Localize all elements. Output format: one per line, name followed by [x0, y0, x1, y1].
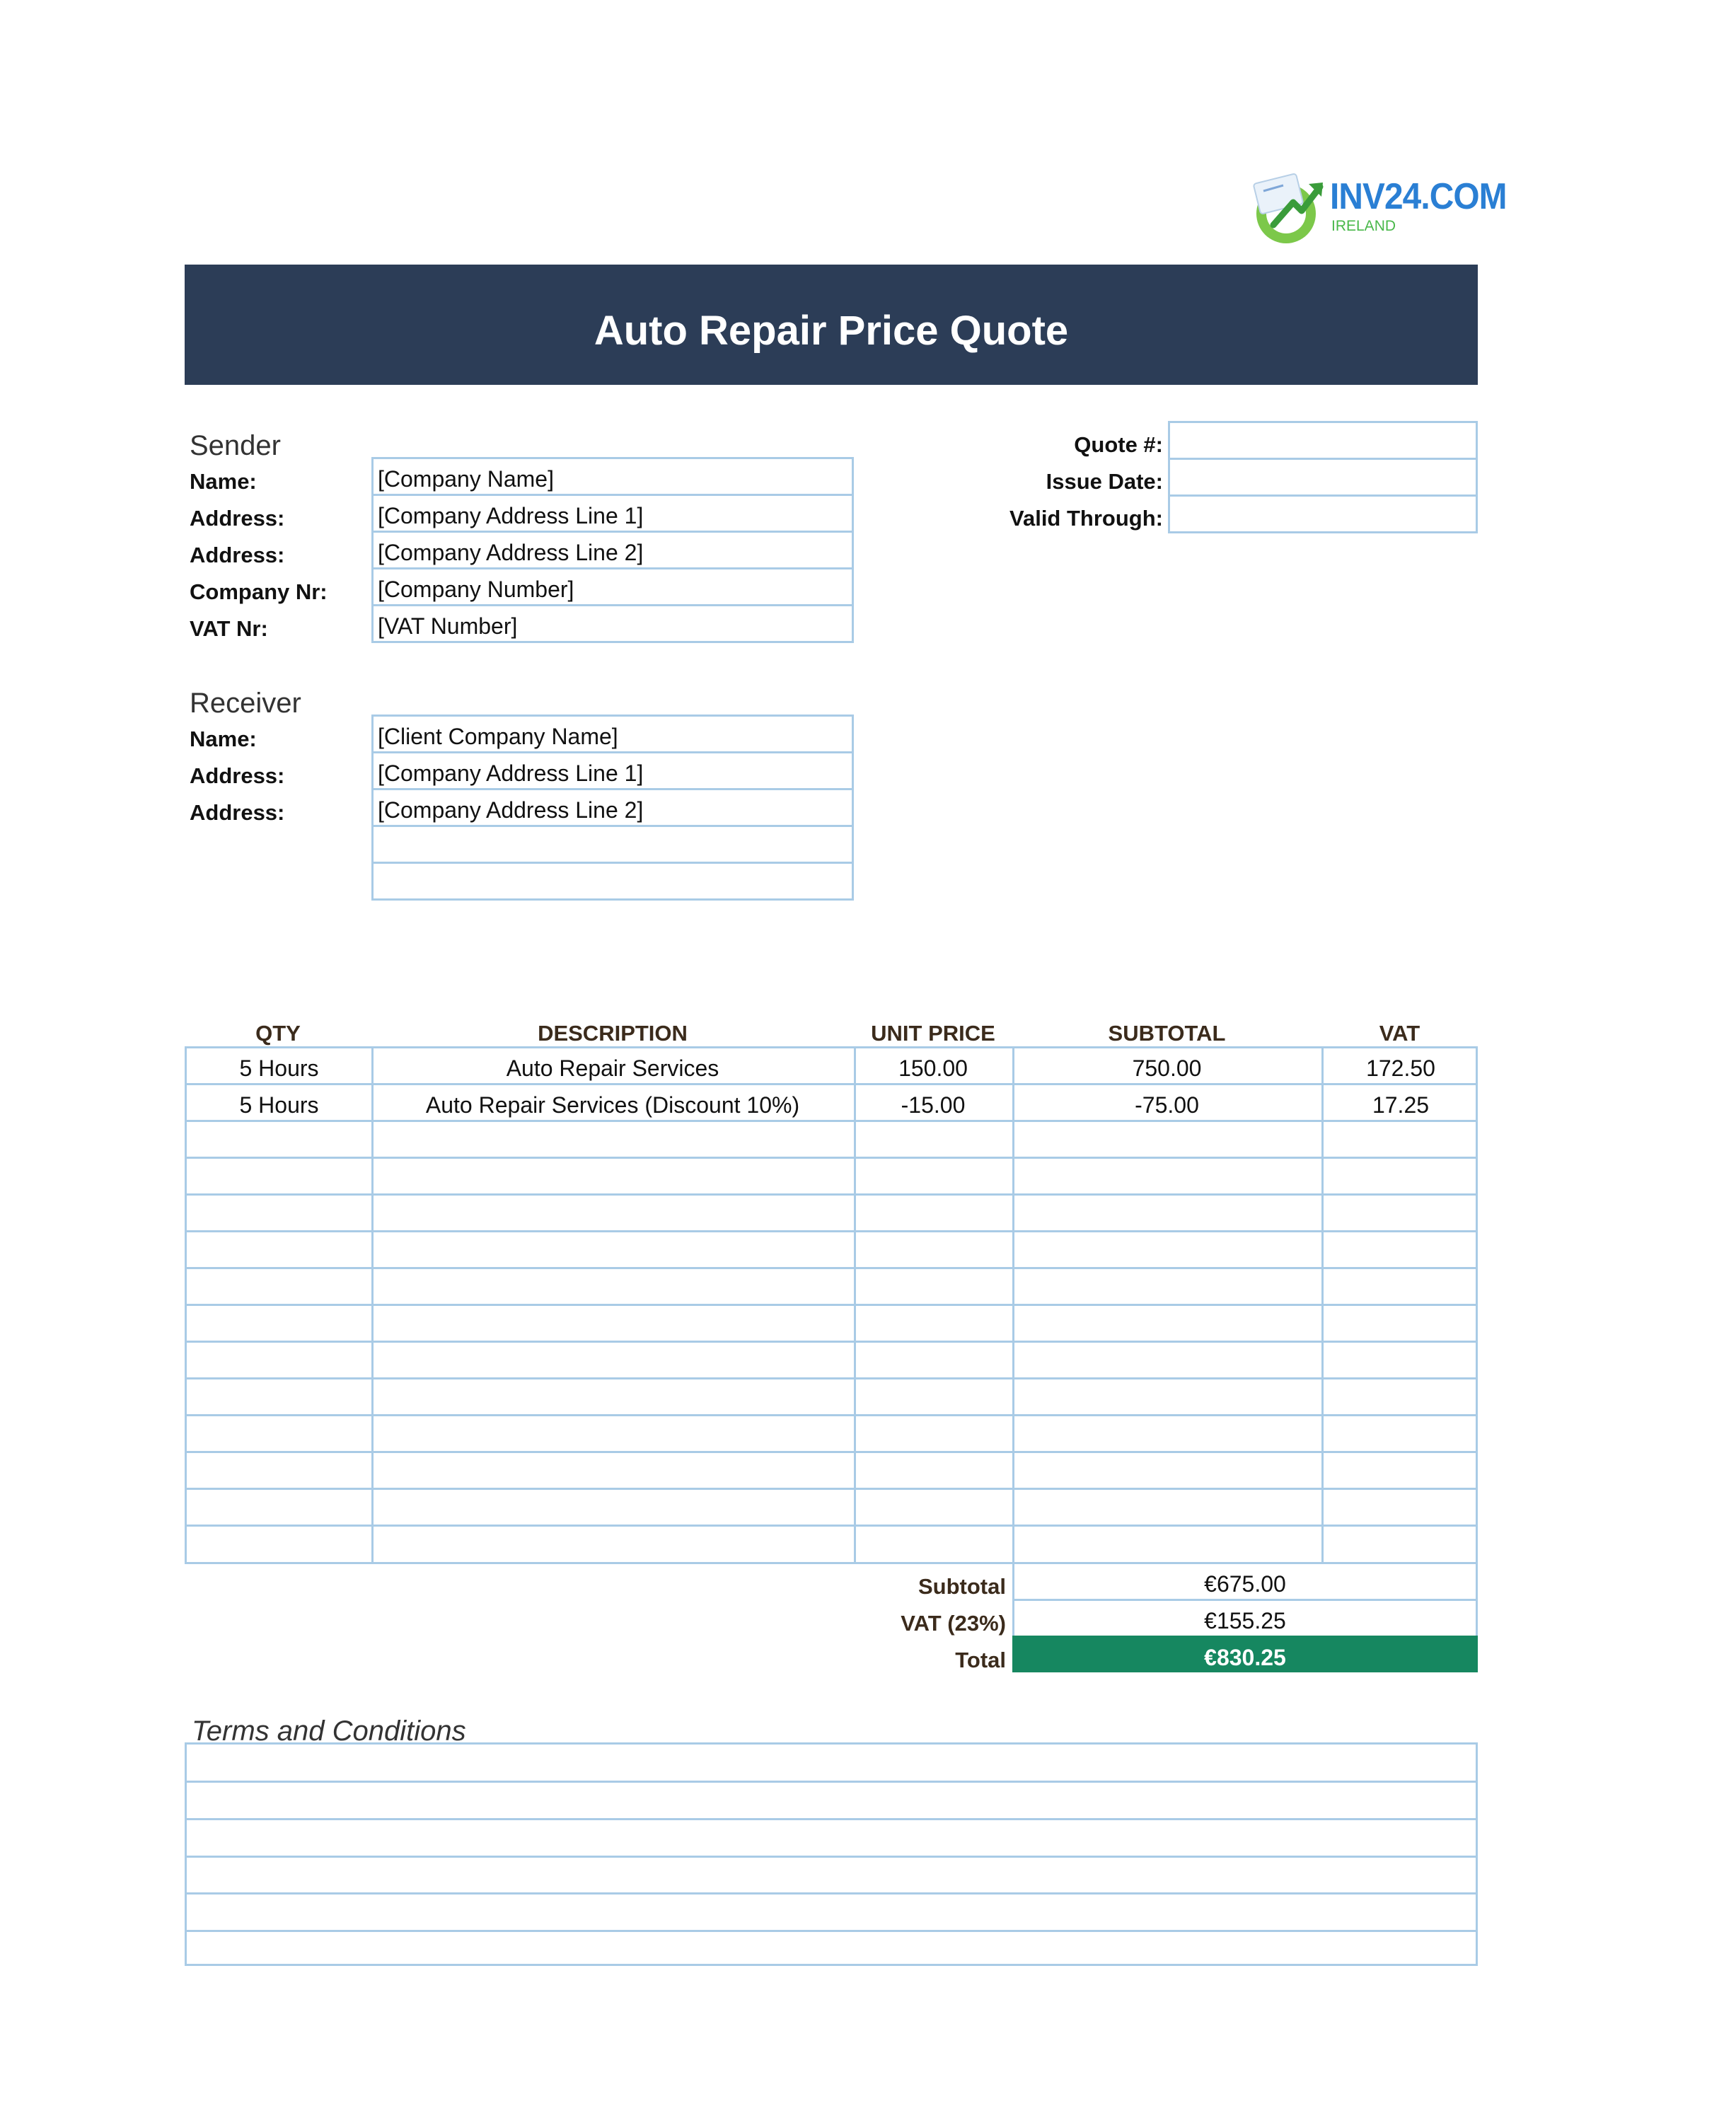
terms-box[interactable] [185, 1742, 1478, 1966]
terms-line [187, 1818, 1476, 1820]
grand-total-field[interactable] [1012, 1636, 1478, 1672]
grand-total-label: Total [955, 1648, 1006, 1672]
receiver-address1-field[interactable] [374, 753, 852, 790]
sender-address1-field[interactable] [374, 496, 852, 533]
table-row[interactable] [187, 1232, 1476, 1269]
cell-vat: 17.25 [1372, 1092, 1430, 1118]
table-row[interactable] [187, 1085, 1476, 1122]
col-header-qty: QTY [255, 1021, 301, 1046]
vat-total-value: €155.25 [1204, 1608, 1286, 1633]
table-row[interactable] [187, 1306, 1476, 1343]
receiver-name-label: Name: [190, 727, 257, 751]
sender-address1-value: [Company Address Line 1] [378, 503, 644, 528]
cell-qty: 5 Hours [239, 1055, 319, 1081]
grand-total-value: €830.25 [1204, 1645, 1286, 1670]
sender-company-nr-value: [Company Number] [378, 577, 574, 602]
company-logo [1252, 170, 1507, 248]
sender-vat-nr-field[interactable] [374, 606, 852, 643]
vat-total-label: VAT (23%) [901, 1611, 1006, 1636]
terms-line [187, 1781, 1476, 1783]
sender-vat-nr-value: [VAT Number] [378, 613, 518, 639]
line-items-table [185, 1046, 1478, 1564]
table-row[interactable] [187, 1416, 1476, 1453]
terms-line [187, 1930, 1476, 1932]
quote-number-label: Quote #: [1074, 432, 1163, 457]
cell-description: Auto Repair Services (Discount 10%) [425, 1092, 800, 1118]
cell-description: Auto Repair Services [506, 1055, 719, 1081]
receiver-name-field[interactable] [374, 717, 852, 753]
table-row[interactable] [187, 1453, 1476, 1490]
sender-address2-field[interactable] [374, 533, 852, 569]
col-header-subtotal: SUBTOTAL [1108, 1021, 1226, 1046]
sender-name-label: Name: [190, 469, 257, 494]
col-header-vat: VAT [1379, 1021, 1420, 1046]
receiver-address2-value: [Company Address Line 2] [378, 797, 644, 823]
table-row[interactable] [187, 1122, 1476, 1159]
table-row[interactable] [187, 1048, 1476, 1085]
subtotal-label: Subtotal [918, 1574, 1006, 1599]
cell-vat: 172.50 [1366, 1055, 1435, 1081]
table-row[interactable] [187, 1379, 1476, 1416]
cell-unit-price: 150.00 [898, 1055, 968, 1081]
table-row[interactable] [187, 1269, 1476, 1306]
sender-heading: Sender [190, 430, 281, 461]
terms-line [187, 1856, 1476, 1858]
cell-subtotal: 750.00 [1132, 1055, 1202, 1081]
table-row[interactable] [187, 1196, 1476, 1232]
issue-date-label: Issue Date: [1046, 469, 1163, 494]
sender-address2-value: [Company Address Line 2] [378, 540, 644, 565]
logo-subtitle: IRELAND [1331, 218, 1396, 234]
cell-qty: 5 Hours [239, 1092, 319, 1118]
subtotal-field[interactable] [1012, 1562, 1478, 1601]
sender-vat-nr-label: VAT Nr: [190, 616, 268, 641]
logo-mark-icon [1252, 170, 1330, 248]
receiver-name-value: [Client Company Name] [378, 724, 618, 749]
quote-number-field[interactable] [1170, 423, 1476, 460]
sender-company-nr-field[interactable] [374, 569, 852, 606]
sender-fields [371, 457, 854, 643]
cell-unit-price: -15.00 [901, 1092, 966, 1118]
page-title: Auto Repair Price Quote [594, 308, 1069, 354]
receiver-address2-label: Address: [190, 800, 285, 825]
quote-info-fields [1168, 421, 1478, 533]
table-row[interactable] [187, 1343, 1476, 1379]
issue-date-field[interactable] [1170, 460, 1476, 497]
sender-address2-label: Address: [190, 543, 285, 567]
valid-through-label: Valid Through: [1009, 506, 1163, 531]
receiver-extra-field-2[interactable] [374, 864, 852, 901]
sender-name-field[interactable] [374, 459, 852, 496]
receiver-extra-field-1[interactable] [374, 827, 852, 864]
subtotal-value: €675.00 [1204, 1571, 1286, 1597]
cell-subtotal: -75.00 [1135, 1092, 1199, 1118]
table-row[interactable] [187, 1527, 1476, 1563]
sender-company-nr-label: Company Nr: [190, 579, 328, 604]
terms-heading: Terms and Conditions [192, 1716, 466, 1747]
receiver-address2-field[interactable] [374, 790, 852, 827]
receiver-address1-label: Address: [190, 763, 285, 788]
valid-through-field[interactable] [1170, 497, 1476, 533]
receiver-fields [371, 715, 854, 901]
receiver-address1-value: [Company Address Line 1] [378, 760, 644, 786]
logo-name: INV24.COM [1330, 176, 1507, 217]
table-row[interactable] [187, 1159, 1476, 1196]
col-header-description: DESCRIPTION [538, 1021, 688, 1046]
title-banner [185, 265, 1478, 385]
col-header-unit-price: UNIT PRICE [871, 1021, 995, 1046]
sender-name-value: [Company Name] [378, 466, 554, 492]
terms-line [187, 1892, 1476, 1894]
vat-total-field[interactable] [1012, 1599, 1478, 1638]
table-row[interactable] [187, 1490, 1476, 1527]
receiver-heading: Receiver [190, 688, 301, 719]
sender-address1-label: Address: [190, 506, 285, 531]
